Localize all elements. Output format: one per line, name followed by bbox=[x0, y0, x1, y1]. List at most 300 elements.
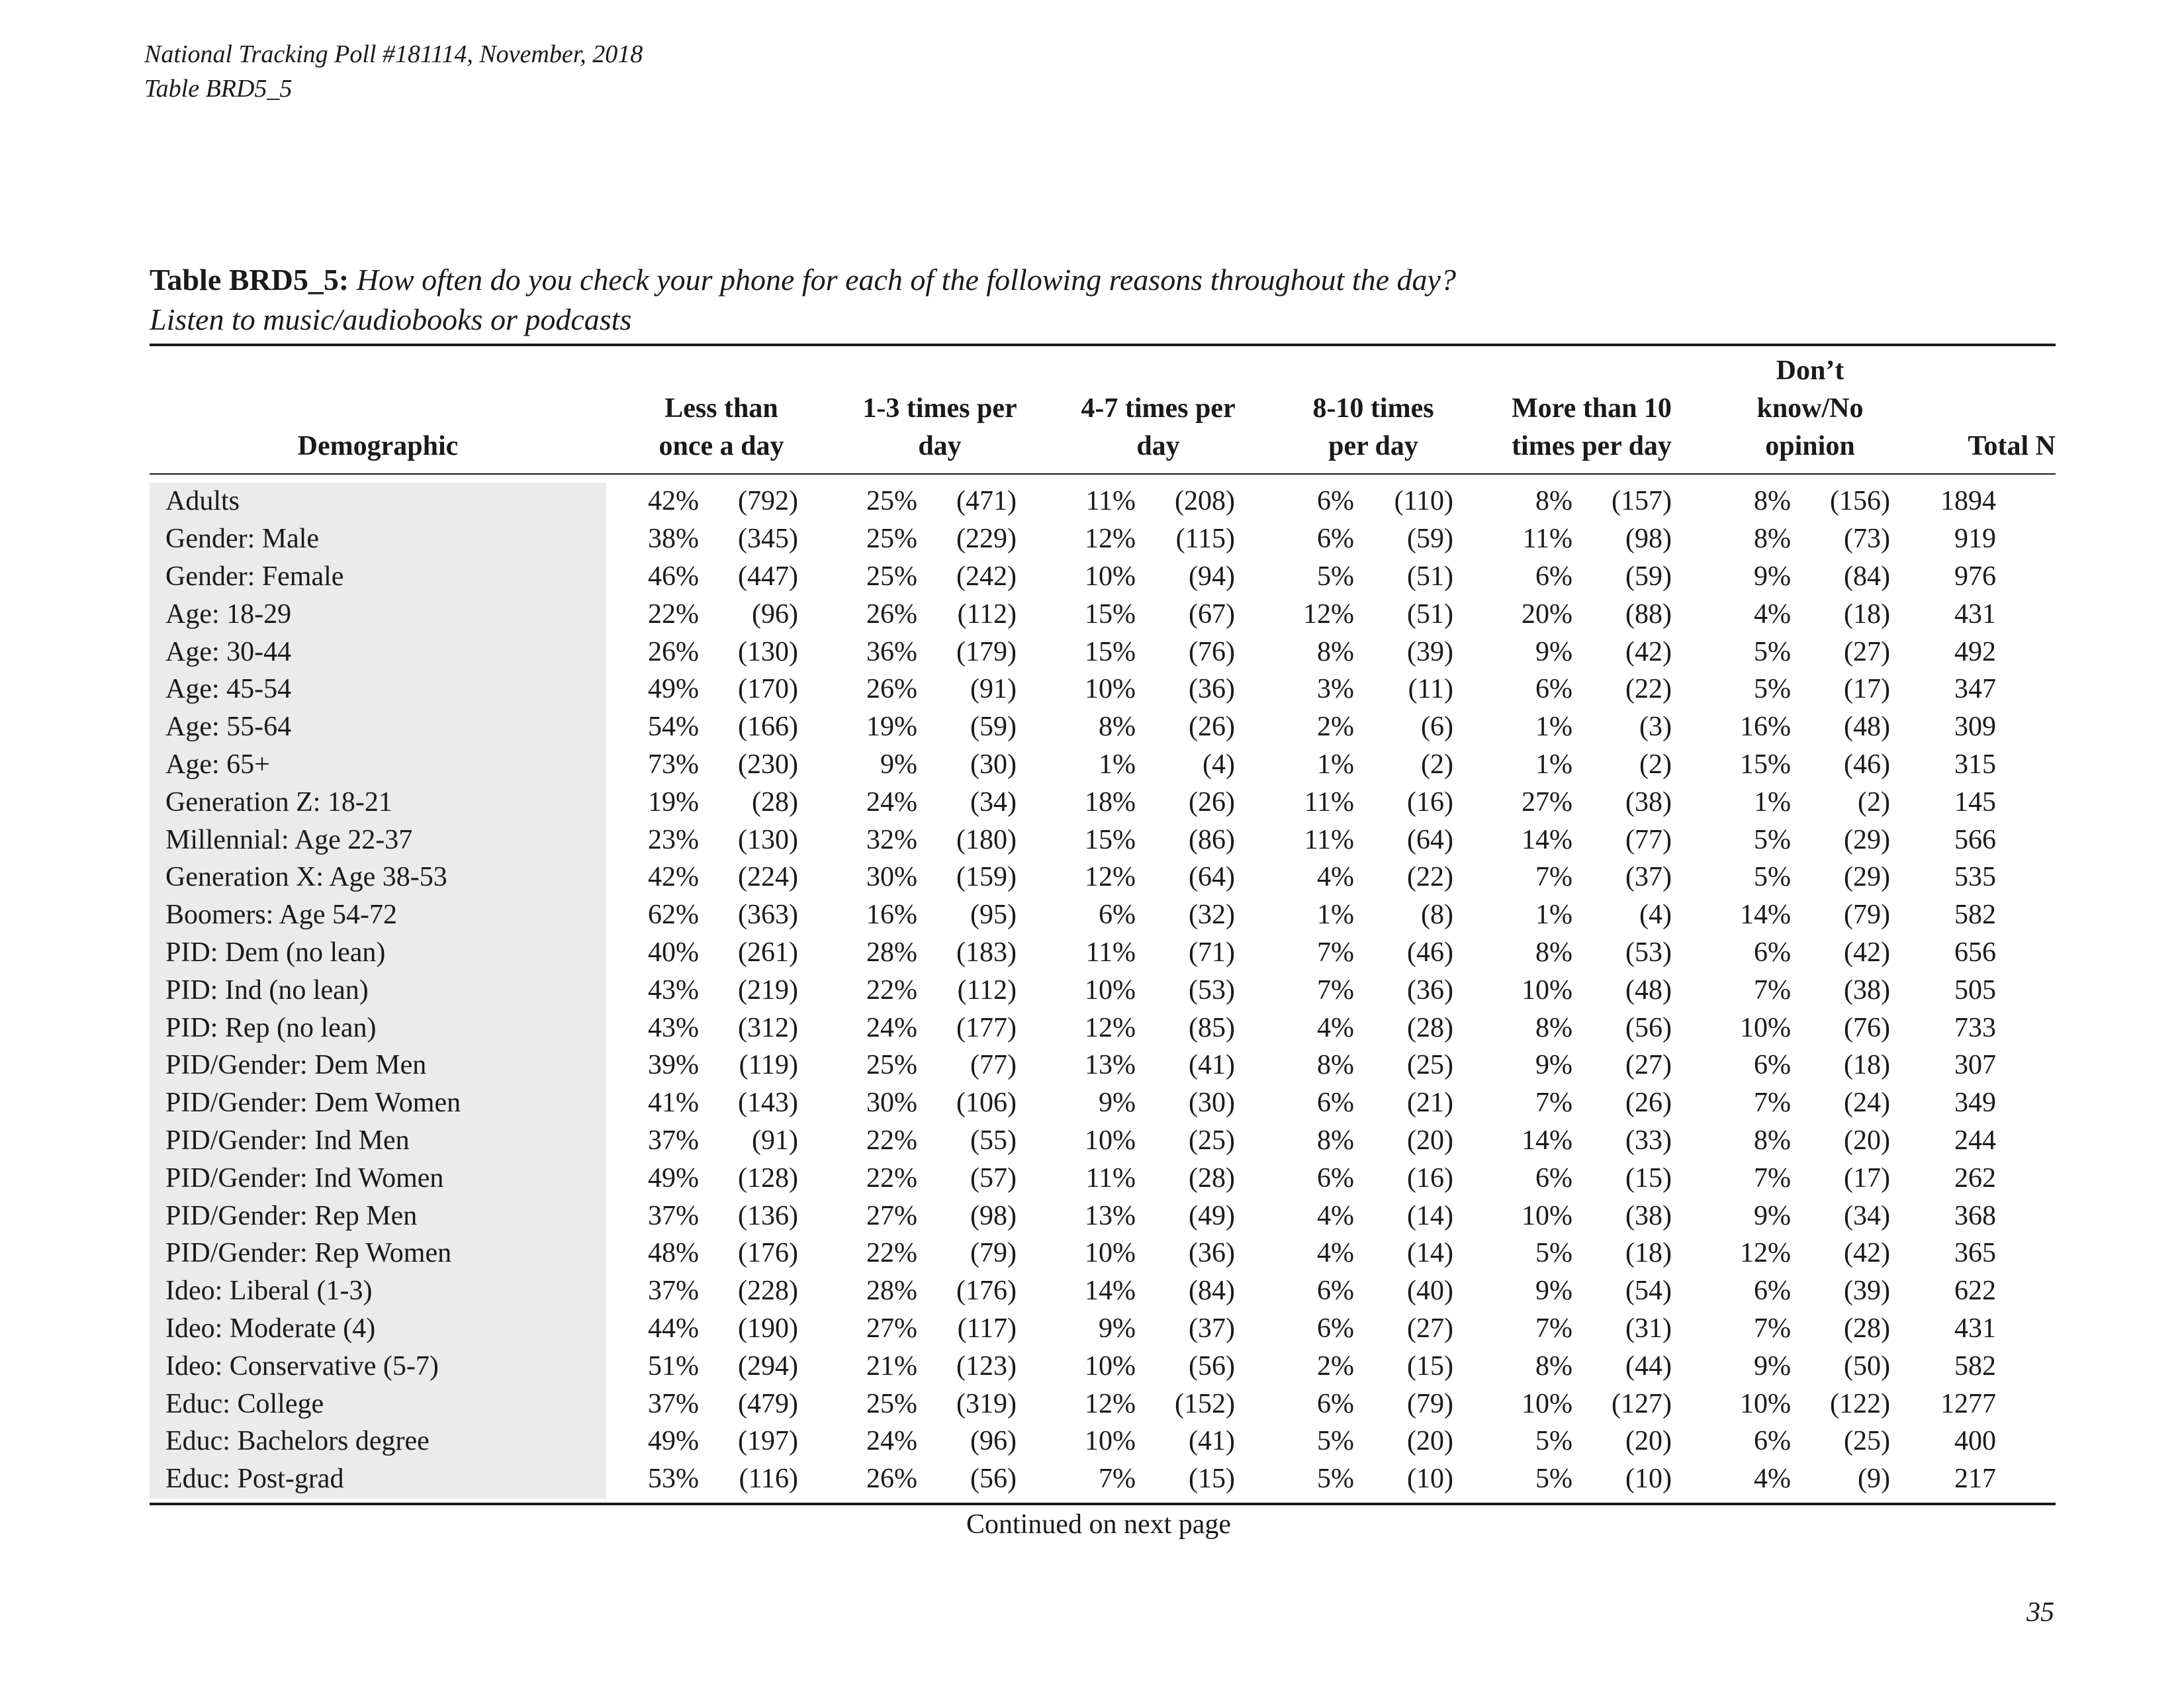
percent-cell: 10% bbox=[1522, 1200, 1572, 1231]
count-cell: (345) bbox=[738, 524, 798, 555]
count-cell: (88) bbox=[1625, 598, 1672, 630]
table-subtitle: Listen to music/audiobooks or podcasts bbox=[150, 303, 632, 336]
total-n-cell: 1277 bbox=[1940, 1388, 1996, 1419]
table-row bbox=[150, 896, 1996, 934]
percent-cell: 25% bbox=[866, 561, 917, 592]
total-n-cell: 733 bbox=[1954, 1012, 1996, 1043]
demographic-label: Age: 65+ bbox=[165, 749, 270, 780]
count-cell: (183) bbox=[956, 937, 1017, 968]
percent-cell: 43% bbox=[648, 1012, 699, 1043]
data-table bbox=[150, 483, 1996, 1498]
percent-cell: 37% bbox=[648, 1388, 699, 1419]
percent-cell: 11% bbox=[1085, 937, 1136, 968]
count-cell: (38) bbox=[1844, 974, 1890, 1006]
count-cell: (77) bbox=[1625, 824, 1672, 855]
percent-cell: 6% bbox=[1535, 561, 1572, 592]
count-cell: (42) bbox=[1625, 636, 1672, 667]
percent-cell: 15% bbox=[1085, 636, 1136, 667]
table-id: Table BRD5_5 bbox=[144, 75, 293, 103]
col-header-demographic: Demographic bbox=[297, 431, 459, 461]
percent-cell: 12% bbox=[1740, 1238, 1791, 1269]
count-cell: (112) bbox=[957, 974, 1017, 1006]
table-row bbox=[150, 1084, 1996, 1122]
count-cell: (4) bbox=[1203, 749, 1235, 780]
count-cell: (84) bbox=[1189, 1276, 1235, 1307]
percent-cell: 15% bbox=[1740, 749, 1791, 780]
percent-cell: 4% bbox=[1317, 1200, 1354, 1231]
count-cell: (156) bbox=[1830, 486, 1890, 517]
count-cell: (294) bbox=[738, 1350, 798, 1382]
percent-cell: 5% bbox=[1317, 1426, 1354, 1457]
count-cell: (30) bbox=[1189, 1088, 1235, 1119]
percent-cell: 10% bbox=[1085, 974, 1136, 1006]
count-cell: (98) bbox=[1625, 524, 1672, 555]
count-cell: (130) bbox=[738, 636, 798, 667]
total-n-cell: 431 bbox=[1954, 1313, 1996, 1344]
count-cell: (22) bbox=[1407, 862, 1453, 893]
percent-cell: 4% bbox=[1317, 1238, 1354, 1269]
count-cell: (8) bbox=[1421, 900, 1453, 931]
table-row bbox=[150, 783, 1996, 821]
percent-cell: 51% bbox=[648, 1350, 699, 1382]
bottom-rule bbox=[150, 1503, 2056, 1505]
percent-cell: 8% bbox=[1754, 486, 1791, 517]
percent-cell: 6% bbox=[1754, 937, 1791, 968]
total-n-cell: 315 bbox=[1954, 749, 1996, 780]
percent-cell: 42% bbox=[648, 862, 699, 893]
count-cell: (16) bbox=[1407, 1162, 1453, 1194]
percent-cell: 10% bbox=[1085, 1238, 1136, 1269]
count-cell: (116) bbox=[739, 1464, 798, 1495]
count-cell: (77) bbox=[970, 1050, 1017, 1081]
table-row bbox=[150, 1385, 1996, 1423]
percent-cell: 14% bbox=[1522, 1125, 1572, 1156]
total-n-cell: 349 bbox=[1954, 1088, 1996, 1119]
count-cell: (261) bbox=[738, 937, 798, 968]
percent-cell: 9% bbox=[1099, 1088, 1136, 1119]
count-cell: (27) bbox=[1844, 636, 1890, 667]
percent-cell: 8% bbox=[1535, 1350, 1572, 1382]
percent-cell: 25% bbox=[866, 524, 917, 555]
percent-cell: 22% bbox=[866, 1162, 917, 1194]
count-cell: (176) bbox=[738, 1238, 798, 1269]
percent-cell: 1% bbox=[1535, 712, 1572, 743]
percent-cell: 23% bbox=[648, 824, 699, 855]
count-cell: (64) bbox=[1189, 862, 1235, 893]
count-cell: (152) bbox=[1175, 1388, 1235, 1419]
table-row bbox=[150, 746, 1996, 784]
demographic-label: PID/Gender: Rep Women bbox=[165, 1238, 452, 1269]
percent-cell: 11% bbox=[1304, 786, 1354, 818]
count-cell: (11) bbox=[1408, 674, 1453, 705]
count-cell: (41) bbox=[1189, 1426, 1235, 1457]
count-cell: (22) bbox=[1625, 674, 1672, 705]
count-cell: (95) bbox=[970, 900, 1017, 931]
percent-cell: 27% bbox=[1522, 786, 1572, 818]
table-row bbox=[150, 708, 1996, 746]
percent-cell: 26% bbox=[866, 598, 917, 630]
percent-cell: 1% bbox=[1754, 786, 1791, 818]
continued-note: Continued on next page bbox=[966, 1509, 1232, 1540]
count-cell: (28) bbox=[1844, 1313, 1890, 1344]
count-cell: (3) bbox=[1639, 712, 1672, 743]
count-cell: (2) bbox=[1421, 749, 1453, 780]
count-cell: (55) bbox=[970, 1125, 1017, 1156]
percent-cell: 7% bbox=[1754, 974, 1791, 1006]
count-cell: (312) bbox=[738, 1012, 798, 1043]
percent-cell: 54% bbox=[648, 712, 699, 743]
percent-cell: 1% bbox=[1317, 900, 1354, 931]
percent-cell: 38% bbox=[648, 524, 699, 555]
count-cell: (479) bbox=[738, 1388, 798, 1419]
percent-cell: 1% bbox=[1535, 749, 1572, 780]
percent-cell: 25% bbox=[866, 1388, 917, 1419]
count-cell: (38) bbox=[1625, 786, 1672, 818]
count-cell: (79) bbox=[970, 1238, 1017, 1269]
percent-cell: 24% bbox=[866, 786, 917, 818]
table-row bbox=[150, 558, 1996, 596]
percent-cell: 7% bbox=[1754, 1162, 1791, 1194]
demographic-label: PID/Gender: Ind Men bbox=[165, 1125, 410, 1156]
percent-cell: 9% bbox=[1099, 1313, 1136, 1344]
percent-cell: 7% bbox=[1754, 1088, 1791, 1119]
demographic-label: Ideo: Conservative (5-7) bbox=[165, 1350, 439, 1382]
percent-cell: 4% bbox=[1317, 862, 1354, 893]
percent-cell: 49% bbox=[648, 674, 699, 705]
count-cell: (37) bbox=[1625, 862, 1672, 893]
percent-cell: 12% bbox=[1085, 862, 1136, 893]
count-cell: (15) bbox=[1407, 1350, 1453, 1382]
count-cell: (28) bbox=[1407, 1012, 1453, 1043]
table-title bbox=[150, 260, 1456, 340]
count-cell: (18) bbox=[1844, 598, 1890, 630]
percent-cell: 19% bbox=[866, 712, 917, 743]
count-cell: (224) bbox=[738, 862, 798, 893]
total-n-cell: 976 bbox=[1954, 561, 1996, 592]
count-cell: (10) bbox=[1625, 1464, 1672, 1495]
percent-cell: 5% bbox=[1317, 561, 1354, 592]
percent-cell: 15% bbox=[1085, 824, 1136, 855]
total-n-cell: 262 bbox=[1954, 1162, 1996, 1194]
count-cell: (127) bbox=[1612, 1388, 1672, 1419]
count-cell: (34) bbox=[970, 786, 1017, 818]
count-cell: (28) bbox=[1189, 1162, 1235, 1194]
count-cell: (117) bbox=[957, 1313, 1017, 1344]
count-cell: (159) bbox=[956, 862, 1017, 893]
count-cell: (20) bbox=[1844, 1125, 1890, 1156]
percent-cell: 10% bbox=[1522, 974, 1572, 1006]
percent-cell: 8% bbox=[1317, 636, 1354, 667]
percent-cell: 22% bbox=[648, 598, 699, 630]
percent-cell: 36% bbox=[866, 636, 917, 667]
count-cell: (2) bbox=[1858, 786, 1890, 818]
count-cell: (30) bbox=[970, 749, 1017, 780]
percent-cell: 37% bbox=[648, 1200, 699, 1231]
percent-cell: 12% bbox=[1085, 524, 1136, 555]
percent-cell: 10% bbox=[1085, 1350, 1136, 1382]
count-cell: (122) bbox=[1830, 1388, 1890, 1419]
percent-cell: 11% bbox=[1522, 524, 1572, 555]
percent-cell: 4% bbox=[1754, 1464, 1791, 1495]
count-cell: (180) bbox=[956, 824, 1017, 855]
percent-cell: 32% bbox=[866, 824, 917, 855]
total-n-cell: 492 bbox=[1954, 636, 1996, 667]
percent-cell: 9% bbox=[880, 749, 917, 780]
percent-cell: 16% bbox=[1740, 712, 1791, 743]
count-cell: (51) bbox=[1407, 561, 1453, 592]
percent-cell: 10% bbox=[1085, 674, 1136, 705]
total-n-cell: 347 bbox=[1954, 674, 1996, 705]
count-cell: (143) bbox=[738, 1088, 798, 1119]
count-cell: (36) bbox=[1189, 1238, 1235, 1269]
demographic-label: Age: 18-29 bbox=[165, 598, 292, 630]
percent-cell: 8% bbox=[1535, 486, 1572, 517]
percent-cell: 1% bbox=[1099, 749, 1136, 780]
count-cell: (59) bbox=[1407, 524, 1453, 555]
total-n-cell: 566 bbox=[1954, 824, 1996, 855]
percent-cell: 5% bbox=[1317, 1464, 1354, 1495]
demographic-label: Generation X: Age 38-53 bbox=[165, 862, 447, 893]
count-cell: (26) bbox=[1189, 786, 1235, 818]
count-cell: (208) bbox=[1175, 486, 1235, 517]
count-cell: (119) bbox=[739, 1050, 798, 1081]
count-cell: (177) bbox=[956, 1012, 1017, 1043]
percent-cell: 25% bbox=[866, 486, 917, 517]
count-cell: (28) bbox=[752, 786, 798, 818]
percent-cell: 5% bbox=[1754, 824, 1791, 855]
col-header-total-n: Total N bbox=[1968, 431, 2056, 461]
percent-cell: 12% bbox=[1085, 1388, 1136, 1419]
count-cell: (123) bbox=[956, 1350, 1017, 1382]
demographic-label: PID/Gender: Ind Women bbox=[165, 1162, 444, 1194]
count-cell: (76) bbox=[1189, 636, 1235, 667]
percent-cell: 49% bbox=[648, 1426, 699, 1457]
table-row bbox=[150, 520, 1996, 558]
count-cell: (86) bbox=[1189, 824, 1235, 855]
count-cell: (42) bbox=[1844, 937, 1890, 968]
count-cell: (112) bbox=[957, 598, 1017, 630]
percent-cell: 25% bbox=[866, 1050, 917, 1081]
count-cell: (32) bbox=[1189, 900, 1235, 931]
demographic-label: Ideo: Liberal (1-3) bbox=[165, 1276, 373, 1307]
percent-cell: 49% bbox=[648, 1162, 699, 1194]
demographic-label: Ideo: Moderate (4) bbox=[165, 1313, 376, 1344]
count-cell: (51) bbox=[1407, 598, 1453, 630]
poll-name: National Tracking Poll #181114, November, 2018 bbox=[144, 40, 643, 68]
demographic-label: Educ: Bachelors degree bbox=[165, 1426, 430, 1457]
percent-cell: 7% bbox=[1754, 1313, 1791, 1344]
count-cell: (25) bbox=[1189, 1125, 1235, 1156]
percent-cell: 5% bbox=[1754, 862, 1791, 893]
demographic-label: Adults bbox=[165, 486, 240, 517]
count-cell: (64) bbox=[1407, 824, 1453, 855]
col-header-1-3-times: 1-3 times per day bbox=[862, 393, 1017, 461]
count-cell: (41) bbox=[1189, 1050, 1235, 1081]
demographic-label: Age: 45-54 bbox=[165, 674, 292, 705]
count-cell: (18) bbox=[1625, 1238, 1672, 1269]
count-cell: (20) bbox=[1625, 1426, 1672, 1457]
percent-cell: 30% bbox=[866, 862, 917, 893]
percent-cell: 37% bbox=[648, 1125, 699, 1156]
percent-cell: 8% bbox=[1754, 1125, 1791, 1156]
count-cell: (33) bbox=[1625, 1125, 1672, 1156]
count-cell: (170) bbox=[738, 674, 798, 705]
percent-cell: 10% bbox=[1740, 1012, 1791, 1043]
count-cell: (29) bbox=[1844, 824, 1890, 855]
percent-cell: 62% bbox=[648, 900, 699, 931]
total-n-cell: 145 bbox=[1954, 786, 1996, 818]
table-row bbox=[150, 934, 1996, 972]
count-cell: (76) bbox=[1844, 1012, 1890, 1043]
percent-cell: 19% bbox=[648, 786, 699, 818]
count-cell: (179) bbox=[956, 636, 1017, 667]
percent-cell: 22% bbox=[866, 1125, 917, 1156]
total-n-cell: 582 bbox=[1954, 1350, 1996, 1382]
percent-cell: 40% bbox=[648, 937, 699, 968]
percent-cell: 6% bbox=[1317, 1388, 1354, 1419]
percent-cell: 6% bbox=[1754, 1426, 1791, 1457]
table-row bbox=[150, 1235, 1996, 1272]
demographic-label: PID/Gender: Dem Women bbox=[165, 1088, 461, 1119]
percent-cell: 8% bbox=[1535, 937, 1572, 968]
table-row bbox=[150, 1272, 1996, 1310]
count-cell: (91) bbox=[970, 674, 1017, 705]
percent-cell: 22% bbox=[866, 1238, 917, 1269]
table-row bbox=[150, 1009, 1996, 1047]
count-cell: (20) bbox=[1407, 1426, 1453, 1457]
count-cell: (219) bbox=[738, 974, 798, 1006]
percent-cell: 37% bbox=[648, 1276, 699, 1307]
count-cell: (14) bbox=[1407, 1238, 1453, 1269]
percent-cell: 44% bbox=[648, 1313, 699, 1344]
percent-cell: 26% bbox=[866, 1464, 917, 1495]
percent-cell: 9% bbox=[1535, 636, 1572, 667]
count-cell: (94) bbox=[1189, 561, 1235, 592]
table-row bbox=[150, 1460, 1996, 1498]
count-cell: (110) bbox=[1394, 486, 1453, 517]
percent-cell: 9% bbox=[1754, 1350, 1791, 1382]
count-cell: (2) bbox=[1639, 749, 1672, 780]
count-cell: (15) bbox=[1189, 1464, 1235, 1495]
table-row bbox=[150, 1347, 1996, 1385]
percent-cell: 22% bbox=[866, 974, 917, 1006]
count-cell: (26) bbox=[1189, 712, 1235, 743]
count-cell: (96) bbox=[970, 1426, 1017, 1457]
percent-cell: 18% bbox=[1085, 786, 1136, 818]
count-cell: (36) bbox=[1189, 674, 1235, 705]
total-n-cell: 309 bbox=[1954, 712, 1996, 743]
percent-cell: 53% bbox=[648, 1464, 699, 1495]
total-n-cell: 431 bbox=[1954, 598, 1996, 630]
demographic-label: PID: Ind (no lean) bbox=[165, 974, 369, 1006]
percent-cell: 6% bbox=[1317, 1276, 1354, 1307]
percent-cell: 11% bbox=[1085, 486, 1136, 517]
table-row bbox=[150, 1197, 1996, 1235]
demographic-label: Age: 30-44 bbox=[165, 636, 292, 667]
total-n-cell: 656 bbox=[1954, 937, 1996, 968]
percent-cell: 13% bbox=[1085, 1200, 1136, 1231]
percent-cell: 10% bbox=[1085, 561, 1136, 592]
percent-cell: 14% bbox=[1740, 900, 1791, 931]
percent-cell: 6% bbox=[1317, 524, 1354, 555]
count-cell: (115) bbox=[1175, 524, 1235, 555]
percent-cell: 2% bbox=[1317, 712, 1354, 743]
count-cell: (48) bbox=[1844, 712, 1890, 743]
table-row bbox=[150, 821, 1996, 859]
percent-cell: 10% bbox=[1740, 1388, 1791, 1419]
count-cell: (190) bbox=[738, 1313, 798, 1344]
percent-cell: 9% bbox=[1754, 1200, 1791, 1231]
percent-cell: 24% bbox=[866, 1012, 917, 1043]
percent-cell: 10% bbox=[1085, 1426, 1136, 1457]
count-cell: (57) bbox=[970, 1162, 1017, 1194]
count-cell: (229) bbox=[956, 524, 1017, 555]
percent-cell: 24% bbox=[866, 1426, 917, 1457]
percent-cell: 7% bbox=[1535, 1313, 1572, 1344]
percent-cell: 7% bbox=[1317, 937, 1354, 968]
percent-cell: 5% bbox=[1535, 1464, 1572, 1495]
percent-cell: 48% bbox=[648, 1238, 699, 1269]
percent-cell: 26% bbox=[648, 636, 699, 667]
count-cell: (73) bbox=[1844, 524, 1890, 555]
demographic-label: Gender: Male bbox=[165, 524, 320, 555]
demographic-label: Boomers: Age 54-72 bbox=[165, 900, 397, 931]
percent-cell: 8% bbox=[1317, 1125, 1354, 1156]
count-cell: (98) bbox=[970, 1200, 1017, 1231]
count-cell: (96) bbox=[752, 598, 798, 630]
table-row bbox=[150, 1047, 1996, 1084]
header-rule bbox=[150, 473, 2056, 475]
count-cell: (157) bbox=[1612, 486, 1672, 517]
percent-cell: 14% bbox=[1085, 1276, 1136, 1307]
count-cell: (59) bbox=[1625, 561, 1672, 592]
count-cell: (79) bbox=[1844, 900, 1890, 931]
count-cell: (42) bbox=[1844, 1238, 1890, 1269]
count-cell: (26) bbox=[1625, 1088, 1672, 1119]
percent-cell: 43% bbox=[648, 974, 699, 1006]
count-cell: (37) bbox=[1189, 1313, 1235, 1344]
percent-cell: 12% bbox=[1085, 1012, 1136, 1043]
percent-cell: 4% bbox=[1754, 598, 1791, 630]
percent-cell: 7% bbox=[1535, 862, 1572, 893]
count-cell: (46) bbox=[1844, 749, 1890, 780]
demographic-label: Millennial: Age 22-37 bbox=[165, 824, 413, 855]
percent-cell: 7% bbox=[1317, 974, 1354, 1006]
count-cell: (18) bbox=[1844, 1050, 1890, 1081]
percent-cell: 9% bbox=[1535, 1050, 1572, 1081]
running-header bbox=[144, 37, 643, 106]
count-cell: (9) bbox=[1858, 1464, 1890, 1495]
count-cell: (39) bbox=[1407, 636, 1453, 667]
count-cell: (31) bbox=[1625, 1313, 1672, 1344]
count-cell: (136) bbox=[738, 1200, 798, 1231]
demographic-label: PID: Rep (no lean) bbox=[165, 1012, 377, 1043]
count-cell: (17) bbox=[1844, 1162, 1890, 1194]
count-cell: (38) bbox=[1625, 1200, 1672, 1231]
percent-cell: 20% bbox=[1522, 598, 1572, 630]
count-cell: (17) bbox=[1844, 674, 1890, 705]
percent-cell: 27% bbox=[866, 1200, 917, 1231]
count-cell: (79) bbox=[1407, 1388, 1453, 1419]
count-cell: (91) bbox=[752, 1125, 798, 1156]
percent-cell: 6% bbox=[1754, 1276, 1791, 1307]
total-n-cell: 622 bbox=[1954, 1276, 1996, 1307]
count-cell: (792) bbox=[738, 486, 798, 517]
percent-cell: 7% bbox=[1535, 1088, 1572, 1119]
percent-cell: 30% bbox=[866, 1088, 917, 1119]
percent-cell: 12% bbox=[1303, 598, 1354, 630]
count-cell: (56) bbox=[970, 1464, 1017, 1495]
